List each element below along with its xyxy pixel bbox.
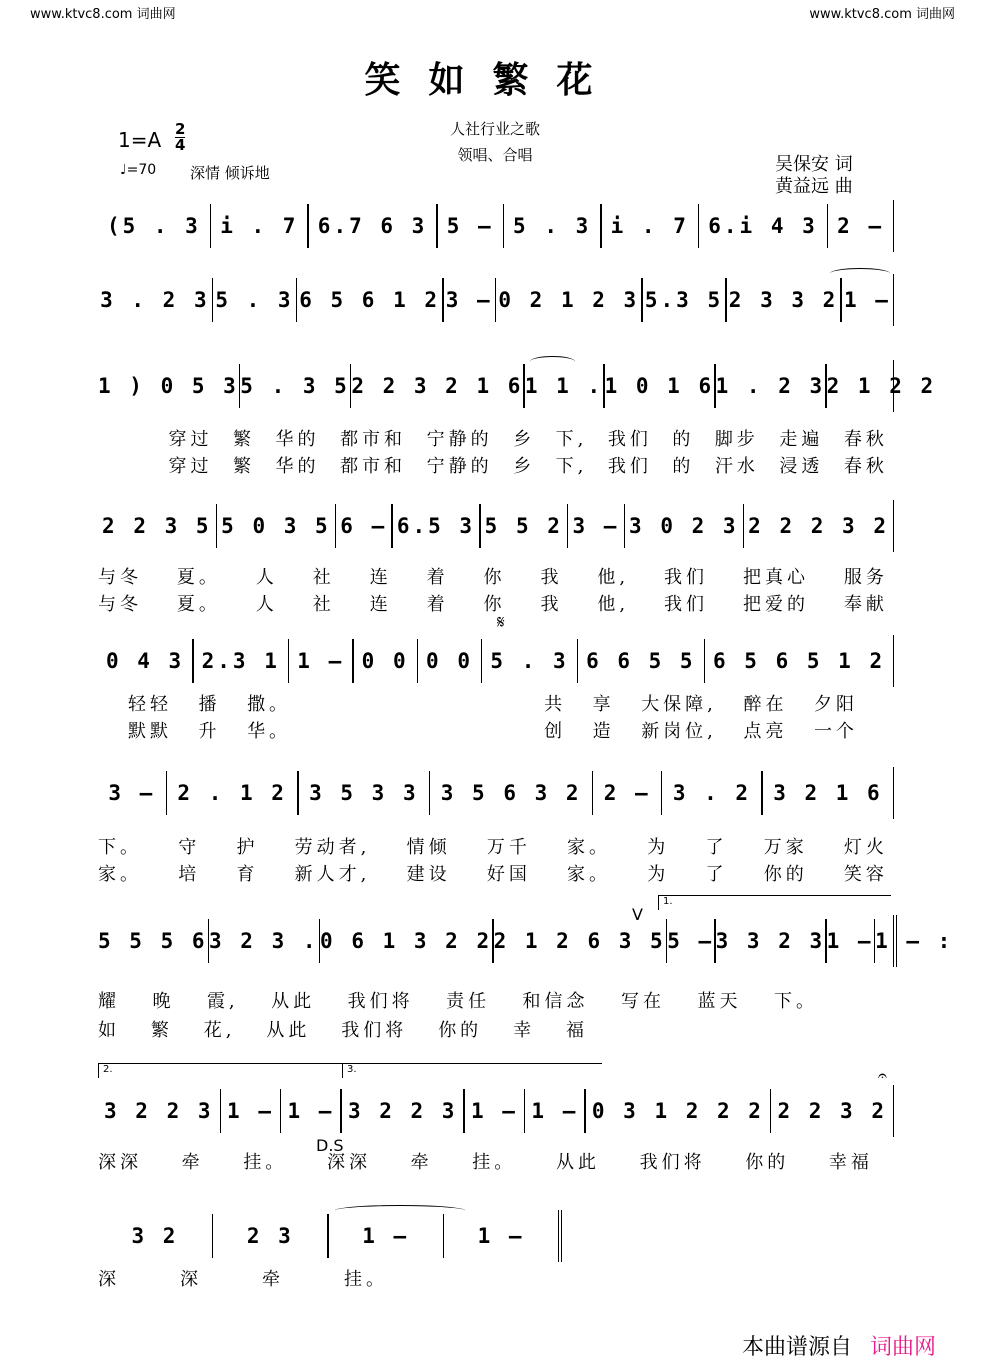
measure: 2 2 2 3 2	[748, 513, 889, 538]
measure: 0 4 3	[105, 648, 185, 673]
lyric: 幸福	[828, 1152, 873, 1173]
lyric: 挂。	[243, 1152, 288, 1173]
measure: 2 3	[246, 1223, 294, 1248]
lyric: 霞,	[206, 991, 239, 1012]
lyrics-line-5-verse-1	[98, 987, 818, 1013]
lyric: 牵	[410, 1152, 433, 1173]
lyric: 的	[672, 456, 695, 477]
lyric: 连	[369, 594, 392, 615]
song-subtitle: 人社行业之歌	[449, 120, 540, 138]
slur-mark	[530, 356, 575, 367]
lyric: 华的	[275, 456, 320, 477]
measure: 6.7 6 3	[317, 213, 428, 238]
lyric: 繁	[233, 429, 256, 450]
lyric: 夏。	[176, 567, 221, 588]
lyrics-line-2-verse-2	[98, 590, 888, 616]
lyric: 我	[540, 594, 563, 615]
lyric: 连	[369, 567, 392, 588]
lyric: 牵	[262, 1269, 284, 1290]
lyric: 深	[98, 1269, 120, 1290]
measure: 1 –	[297, 648, 345, 673]
measure: 0 0	[361, 648, 409, 673]
lyrics-line-4-verse-1	[98, 833, 888, 859]
lyric: 灯火	[843, 837, 888, 858]
measure: 5 –	[667, 928, 715, 953]
lyric: 晚	[152, 991, 175, 1012]
measure: 5.3 5	[644, 287, 724, 312]
lyric: 下,	[555, 456, 588, 477]
lyric: 我们	[664, 567, 709, 588]
measure: i . 7	[220, 213, 299, 238]
lyric: 与冬	[98, 594, 142, 615]
staff-row-1	[98, 200, 894, 252]
measure: 3 2 2 3	[104, 1098, 214, 1123]
lyric: 走遍	[779, 429, 824, 450]
song-title: 笑如繁花	[364, 59, 621, 101]
measure: 2 2 3 2 1 6	[351, 373, 524, 398]
lyric: 穿过	[168, 456, 213, 477]
lyric: 夏。	[176, 594, 221, 615]
lyric: 人	[255, 594, 278, 615]
measure: 1 –	[531, 1098, 579, 1123]
measure: 0 0	[426, 648, 473, 673]
measure: 2.3 1	[201, 648, 280, 673]
measure: 1 0 1 6	[604, 373, 715, 398]
lyric: 好国	[486, 864, 531, 885]
lyric: 夕阳	[813, 694, 858, 715]
staff-row-9	[98, 1210, 562, 1262]
lyric: 的	[672, 429, 695, 450]
lyric: 了	[705, 837, 728, 858]
measure: (5 . 3	[106, 213, 201, 238]
lyric: 他,	[597, 567, 630, 588]
lyric: 升	[198, 721, 221, 742]
lyric: 福	[565, 1020, 588, 1041]
footer-text: 本曲谱源自	[742, 1335, 853, 1360]
measure: 5 5 5 6	[98, 928, 208, 953]
lyric: 春秋	[843, 429, 888, 450]
measure: 6 5 6 1 2	[299, 287, 441, 312]
lyric: 脚步	[714, 429, 759, 450]
lyric: 深深	[326, 1152, 371, 1173]
measure: 5 . 3	[215, 287, 294, 312]
lyric: 建设	[406, 864, 451, 885]
lyric: 点亮	[743, 721, 788, 742]
measure: 6 –	[340, 513, 388, 538]
measure: 2 3 3 2	[728, 287, 839, 312]
lyric: 穿过	[168, 429, 213, 450]
lyric: 大保障,	[641, 694, 717, 715]
measure: 2 –	[603, 780, 651, 805]
measure: 0 6 1 3 2 2	[320, 928, 493, 953]
lyrics-line-3-verse-1	[128, 690, 858, 716]
lyric: 与冬	[98, 567, 142, 588]
measure: 1 –	[362, 1223, 410, 1248]
measure: 1 –	[227, 1098, 274, 1123]
measure: 2 1 2 6 3 5	[493, 928, 666, 953]
lyric: 家。	[567, 837, 612, 858]
lyric: 深深	[98, 1152, 142, 1173]
lyric: 你	[483, 594, 506, 615]
lyric: 你的	[438, 1020, 483, 1041]
time-signature	[175, 122, 185, 153]
lyric: 为	[647, 837, 670, 858]
measure: 3 3 2 3	[715, 928, 826, 953]
lyric: 新人才,	[294, 864, 371, 885]
lyric: 轻轻	[128, 694, 172, 715]
lyric: 你	[483, 567, 506, 588]
lyric: 他,	[597, 594, 630, 615]
measure: 3 2 2 3	[347, 1098, 458, 1123]
lyric: 着	[426, 567, 449, 588]
watermark-right: www.ktvc8.com 词曲网	[809, 7, 955, 22]
measure: 3 –	[572, 513, 620, 538]
lyric: 撒。	[247, 694, 292, 715]
lyric: 家。	[567, 864, 612, 885]
measure: i . 7	[610, 213, 689, 238]
lyric: 下,	[555, 429, 588, 450]
lyric: 繁	[233, 456, 256, 477]
lyric: 蓝天	[697, 991, 742, 1012]
lyric: 宁静的	[426, 429, 493, 450]
lyrics-line-4-verse-2	[98, 860, 888, 886]
lyrics-line-3-verse-2	[128, 717, 858, 743]
lyric: 挂。	[472, 1152, 517, 1173]
measure: 3 –	[445, 287, 493, 312]
lyric: 人	[255, 567, 278, 588]
expression-mark: 深情 倾诉地	[190, 164, 270, 182]
lyric: 我们	[664, 594, 709, 615]
lyric: 把爱的	[742, 594, 809, 615]
lyrics-line-2-verse-1	[98, 563, 888, 589]
measure: 2 2 3 2	[777, 1098, 887, 1123]
measure: 0 2 1 2 3	[498, 287, 640, 312]
lyric: 都市和	[340, 456, 407, 477]
fermata-mark: 𝄐	[878, 1066, 887, 1085]
lyric: 万千	[486, 837, 531, 858]
measure: 1 –	[826, 928, 874, 953]
lyric: 你的	[763, 864, 808, 885]
measure: 3 –	[108, 780, 156, 805]
lyric: 把真心	[742, 567, 809, 588]
measure: 5 5 2	[484, 513, 563, 538]
measure: 3 5 6 3 2	[440, 780, 582, 805]
measure: 6 5 6 5 1 2	[713, 648, 886, 673]
measure: 3 2	[131, 1223, 179, 1248]
lyric: 创	[544, 721, 567, 742]
lyric: 耀	[98, 991, 120, 1012]
lyric: 我们	[607, 456, 652, 477]
staff-row-7	[98, 915, 954, 967]
measure: 6.5 3	[396, 513, 476, 538]
measure: 5 0 3 5	[221, 513, 331, 538]
measure: 2 –	[837, 213, 885, 238]
staff-row-6	[98, 767, 894, 819]
staff-row-3	[98, 360, 937, 412]
lyric: 从此	[555, 1152, 600, 1173]
lyric: 服务	[843, 567, 888, 588]
staff-row-5	[98, 635, 894, 687]
lyric: 劳动者,	[294, 837, 371, 858]
measure: 1 –	[477, 1223, 525, 1248]
measure: 1 –	[844, 287, 891, 312]
lyric: 笑容	[843, 864, 888, 885]
lyric: 下。	[98, 837, 142, 858]
lyric: 享	[592, 694, 615, 715]
lyric: 家。	[98, 864, 142, 885]
lyric: 宁静的	[426, 456, 493, 477]
lyric: 浸透	[779, 456, 824, 477]
measure: 1 – :	[875, 928, 954, 953]
lyric: 乡	[513, 429, 536, 450]
lyric: 新岗位,	[641, 721, 717, 742]
tie-mark	[335, 1205, 465, 1216]
lyric: 如	[98, 1020, 120, 1041]
lyric: 和信念	[522, 991, 589, 1012]
lyric: 为	[647, 864, 670, 885]
lyrics-line-5-verse-2	[98, 1016, 588, 1042]
lyric: 育	[236, 864, 259, 885]
lyric: 培	[178, 864, 201, 885]
measure: 6.i 4 3	[708, 213, 818, 238]
tempo-mark: ♩=70	[120, 162, 157, 178]
lyric: 默默	[128, 721, 172, 742]
measure: 1 . 2 3	[715, 373, 826, 398]
lyric: 下。	[773, 991, 818, 1012]
staff-row-2	[98, 274, 894, 326]
lyric: 我们将	[639, 1152, 706, 1173]
lyric: 华。	[247, 721, 292, 742]
measure: 5 . 3	[513, 213, 592, 238]
lyric: 奉献	[843, 594, 888, 615]
measure: 1 –	[470, 1098, 518, 1123]
lyric: 醉在	[743, 694, 788, 715]
lyric: 造	[592, 721, 615, 742]
segno-mark: 𝄋	[497, 612, 505, 633]
lyric: 万家	[763, 837, 808, 858]
volta-bracket-3: 3.	[342, 1063, 602, 1078]
lyric: 都市和	[340, 429, 407, 450]
lyric: 护	[236, 837, 259, 858]
lyric: 一个	[813, 721, 858, 742]
staff-row-8	[98, 1085, 894, 1137]
lyrics-line-1-verse-1	[98, 425, 888, 451]
lyric: 从此	[271, 991, 316, 1012]
footer-site-link[interactable]: 词曲网	[870, 1335, 937, 1360]
lyric: 花,	[203, 1020, 236, 1041]
measure: 1 –	[287, 1098, 335, 1123]
lyric: 着	[426, 594, 449, 615]
measure: 3 . 2 3	[100, 287, 210, 312]
volta-bracket-1: 1.	[658, 895, 891, 910]
lyric: 你的	[745, 1152, 790, 1173]
key-signature: 1=A	[118, 128, 162, 152]
measure: 0 3 1 2 2 2	[591, 1098, 764, 1123]
measure: 5 . 3 5	[240, 373, 350, 398]
lyric: 责任	[446, 991, 491, 1012]
lyric: 我们将	[341, 1020, 408, 1041]
lyric: 播	[198, 694, 221, 715]
measure: 1 1 .	[524, 373, 604, 398]
lyric: 挂。	[344, 1269, 388, 1290]
lyric: 社	[312, 594, 335, 615]
tie-mark	[830, 268, 890, 279]
measure: 3 0 2 3	[629, 513, 739, 538]
lyric: 牵	[181, 1152, 204, 1173]
lyric: 从此	[266, 1020, 311, 1041]
lyric: 春秋	[843, 456, 888, 477]
lyric: 写在	[621, 991, 666, 1012]
breath-mark: V	[632, 905, 643, 924]
measure: 5 –	[446, 213, 494, 238]
measure: 3 . 2	[672, 780, 752, 805]
lyrics-line-7	[98, 1265, 388, 1291]
lyricist-credit: 吴保安 词	[775, 154, 853, 175]
lyric: 社	[312, 567, 335, 588]
measure: 3 2 3 .	[209, 928, 319, 953]
measure: 6 6 5 5	[586, 648, 696, 673]
lyric: 守	[178, 837, 201, 858]
lyric: 幸	[513, 1020, 536, 1041]
measure: 2 2 3 5	[102, 513, 212, 538]
lyric: 深	[180, 1269, 202, 1290]
lyric: 乡	[513, 456, 536, 477]
lyric: 共	[544, 694, 567, 715]
composer-credit: 黄益远 曲	[775, 176, 853, 197]
dal-segno-mark: D.S	[316, 1136, 344, 1155]
measure: 1 ) 0 5 3	[98, 373, 239, 398]
measure: 2 . 1 2	[177, 780, 287, 805]
lyrics-line-6	[98, 1148, 873, 1174]
lyric: 我们	[607, 429, 652, 450]
staff-row-4	[98, 500, 894, 552]
measure: 5 . 3	[490, 648, 569, 673]
performance-type: 领唱、合唱	[457, 146, 533, 164]
meter-top: 2	[175, 120, 186, 138]
lyric: 了	[705, 864, 728, 885]
measure: 2 1 2 2	[826, 373, 937, 398]
lyric: 华的	[275, 429, 320, 450]
meter-bottom: 4	[175, 136, 186, 154]
lyric: 汗水	[714, 456, 759, 477]
measure: 3 5 3 3	[309, 780, 419, 805]
volta-bracket-2: 2.	[98, 1063, 343, 1078]
measure: 3 2 1 6	[773, 780, 883, 805]
lyric: 繁	[150, 1020, 173, 1041]
lyric: 情倾	[406, 837, 451, 858]
lyric: 我们将	[347, 991, 414, 1012]
watermark-left: www.ktvc8.com 词曲网	[30, 7, 176, 22]
lyric: 我	[540, 567, 563, 588]
lyrics-line-1-verse-2	[98, 452, 888, 478]
footer-source	[742, 1330, 936, 1361]
